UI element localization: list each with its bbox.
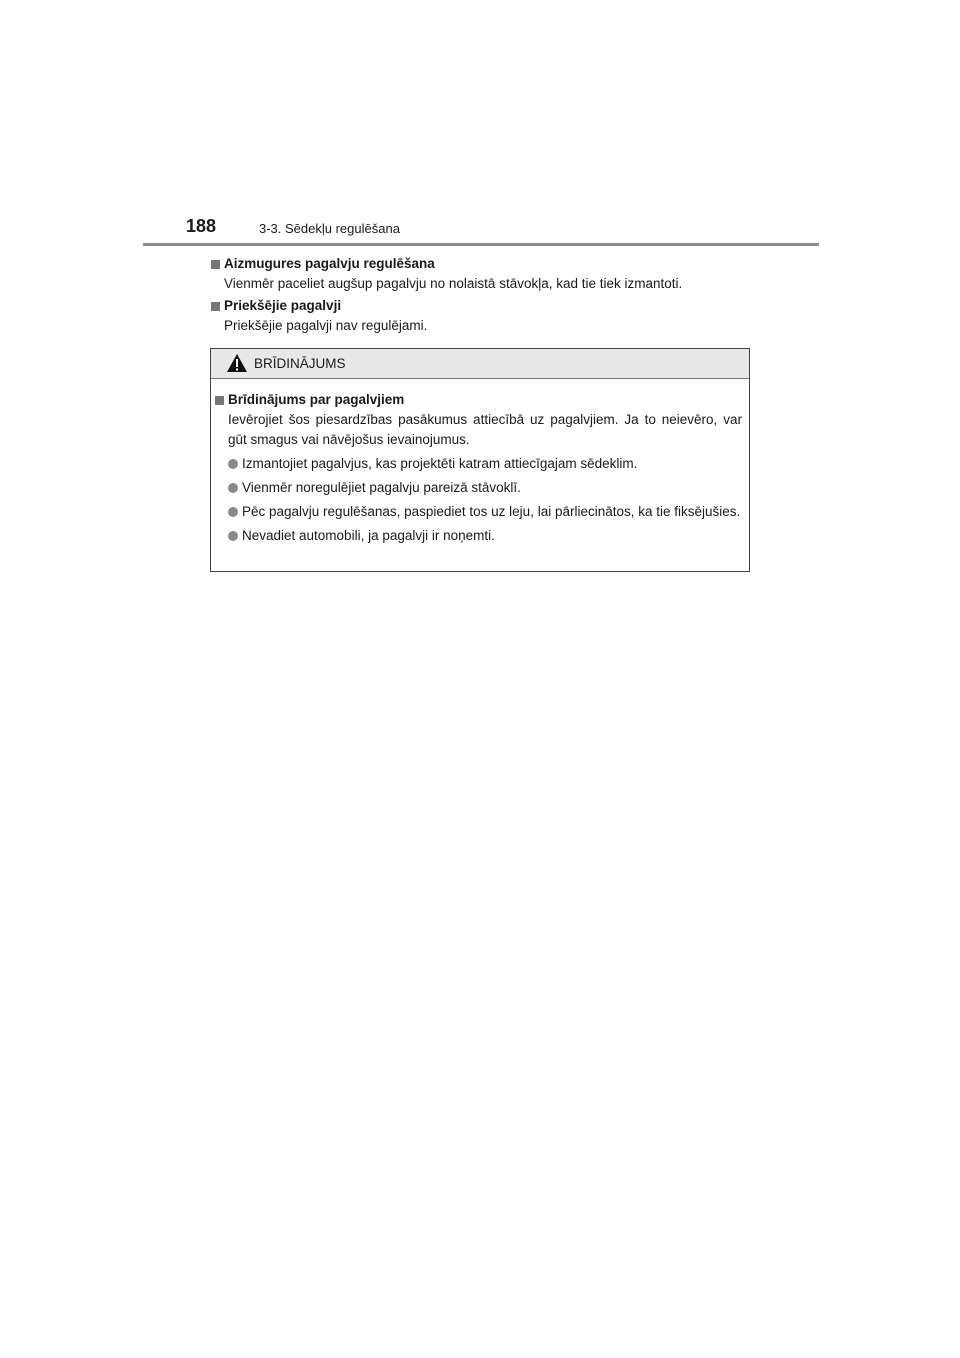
warning-bullet-text: Nevadiet automobili, ja pagalvji ir noņemti. bbox=[242, 528, 495, 543]
warning-bullet bbox=[215, 454, 742, 474]
warning-triangle-icon bbox=[226, 353, 248, 373]
round-bullet-icon bbox=[228, 507, 238, 517]
section-title: 3-3. Sēdekļu regulēšana bbox=[259, 221, 400, 236]
round-bullet-icon bbox=[228, 459, 238, 469]
section-heading-text: Priekšējie pagalvji bbox=[224, 298, 342, 313]
warning-bullet-text: Pēc pagalvju regulēšanas, paspiediet tos uz leju, lai pārliecinātos, ka tie fiksējušies. bbox=[242, 504, 741, 519]
header-divider bbox=[143, 243, 819, 246]
main-content bbox=[211, 254, 756, 336]
square-bullet-icon bbox=[211, 260, 220, 269]
warning-body bbox=[211, 379, 749, 546]
section-heading-text: Aizmugures pagalvju regulēšana bbox=[224, 256, 435, 271]
warning-bullet-text: Izmantojiet pagalvjus, kas projektēti katram attiecīgajam sēdeklim. bbox=[242, 456, 638, 471]
section-text: Priekšējie pagalvji nav regulējami. bbox=[224, 318, 428, 333]
section-heading bbox=[211, 254, 756, 274]
round-bullet-icon bbox=[228, 531, 238, 541]
warning-bullet bbox=[215, 502, 742, 522]
page-header bbox=[186, 216, 826, 246]
warning-box bbox=[210, 348, 750, 572]
warning-bullet-text: Vienmēr noregulējiet pagalvju pareizā stāvoklī. bbox=[242, 480, 521, 495]
warning-header bbox=[211, 349, 749, 379]
section-text: Vienmēr paceliet augšup pagalvju no nolaistā stāvokļa, kad tie tiek izmantoti. bbox=[224, 276, 683, 291]
square-bullet-icon bbox=[211, 302, 220, 311]
warning-intro: Ievērojiet šos piesardzības pasākumus attiecībā uz pagalvjiem. Ja to neievēro, var gūt smagus vai nāvējošus ievainojumus. bbox=[228, 412, 742, 447]
warning-heading-text: Brīdinājums par pagalvjiem bbox=[228, 392, 405, 407]
warning-heading bbox=[215, 390, 742, 410]
section-heading bbox=[211, 296, 756, 316]
warning-bullet bbox=[215, 526, 742, 546]
warning-bullet bbox=[215, 478, 742, 498]
page-number: 188 bbox=[186, 216, 217, 236]
warning-label: BRĪDINĀJUMS bbox=[254, 356, 346, 371]
square-bullet-icon bbox=[215, 396, 224, 405]
round-bullet-icon bbox=[228, 483, 238, 493]
